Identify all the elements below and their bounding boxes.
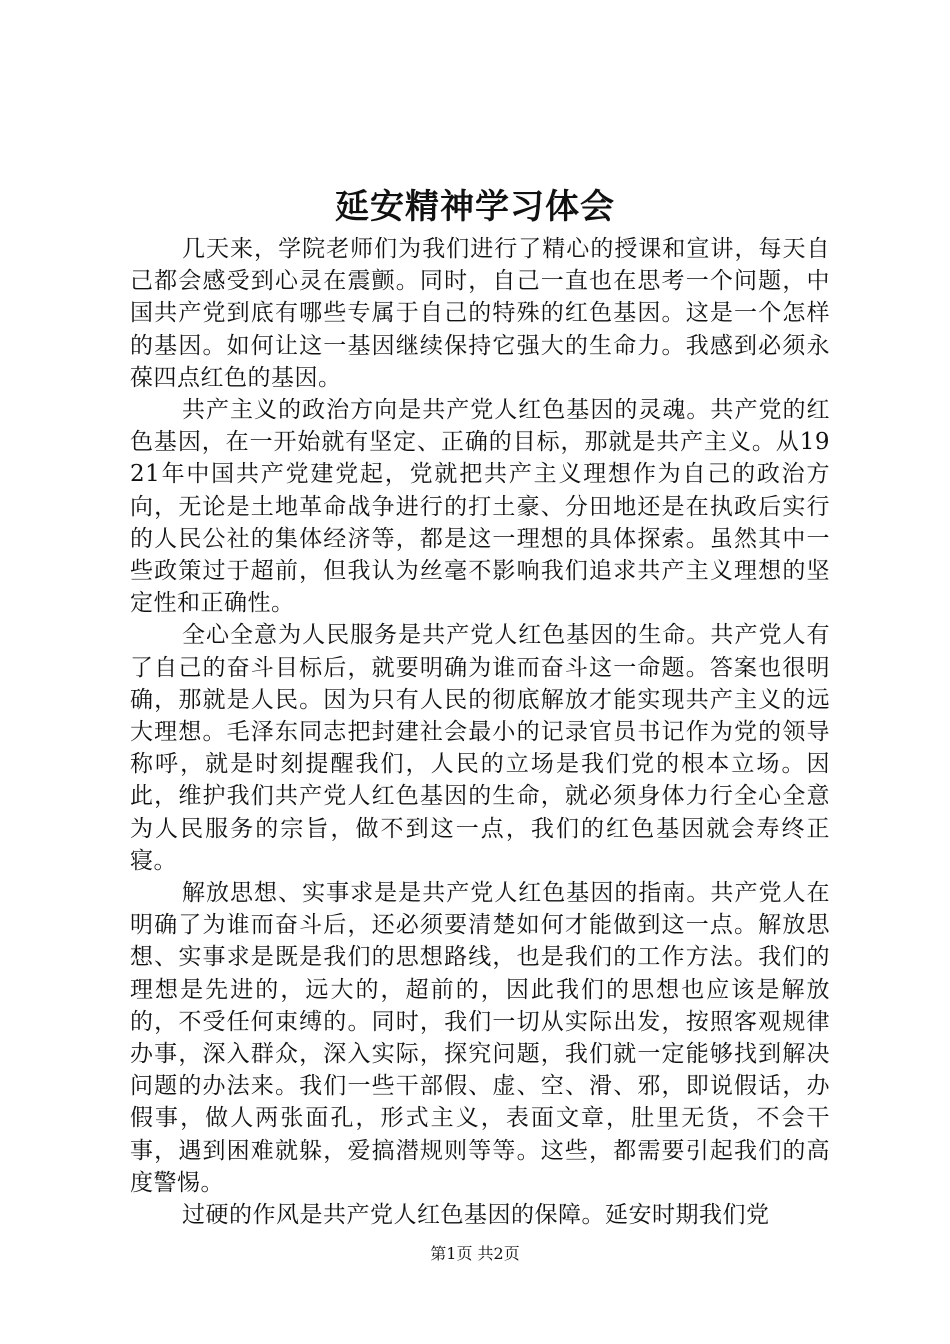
document-title: 延安精神学习体会 — [335, 187, 615, 227]
paragraph-political-direction: 共产主义的政治方向是共产党人红色基因的灵魂。共产党的红色基因，在一开始就有坚定、正确的目标，那就是共产主义。从1921年中国共产党建党起，党就把共产主义理想作为自己的政治方向，无论是土地革命战争进行的打土豪、分田地还是在执政后实行的人民公社的集体经济等，都是这一理想的具体探索。虽然其中一些政策过于超前，但我认为丝毫不影响我们追求共产主义理想的坚定性和正确性。 — [130, 397, 830, 617]
paragraph-work-style: 过硬的作风是共产党人红色基因的保障。延安时期我们党 — [182, 1202, 770, 1229]
page-footer: 第1页 共2页 — [430, 1244, 520, 1263]
paragraph-intro: 几天来，学院老师们为我们进行了精心的授课和宣讲，每天自己都会感受到心灵在震颤。同时，自己一直也在思考一个问题，中国共产党到底有哪些专属于自己的特殊的红色基因。这是一个怎样的基因。如何让这一基因继续保持它强大的生命力。我感到必须永葆四点红色的基因。 — [130, 236, 830, 391]
document-body — [130, 233, 830, 1231]
paragraph-serve-people: 全心全意为人民服务是共产党人红色基因的生命。共产党人有了自己的奋斗目标后，就要明确为谁而奋斗这一命题。答案也很明确，那就是人民。因为只有人民的彻底解放才能实现共产主义的远大理想。毛泽东同志把封建社会最小的记录官员书记作为党的领导称呼，就是时刻提醒我们，人民的立场是我们党的根本立场。因此，维护我们共产党人红色基因的生命，就必须身体力行全心全意为人民服务的宗旨，做不到这一点，我们的红色基因就会寿终正寝。 — [130, 622, 830, 874]
paragraph-emancipate-mind: 解放思想、实事求是是共产党人红色基因的指南。共产党人在明确了为谁而奋斗后，还必须要清楚如何才能做到这一点。解放思想、实事求是既是我们的思想路线，也是我们的工作方法。我们的理想是先进的，远大的，超前的，因此我们的思想也应该是解放的，不受任何束缚的。同时，我们一切从实际出发，按照客观规律办事，深入群众，深入实际，探究问题，我们就一定能够找到解决问题的办法来。我们一些干部假、虚、空、滑、邪，即说假话，办假事，做人两张面孔，形式主义，表面文章，肚里无货，不会干事，遇到困难就躲，爱搞潜规则等等。这些，都需要引起我们的高度警惕。 — [130, 880, 830, 1196]
